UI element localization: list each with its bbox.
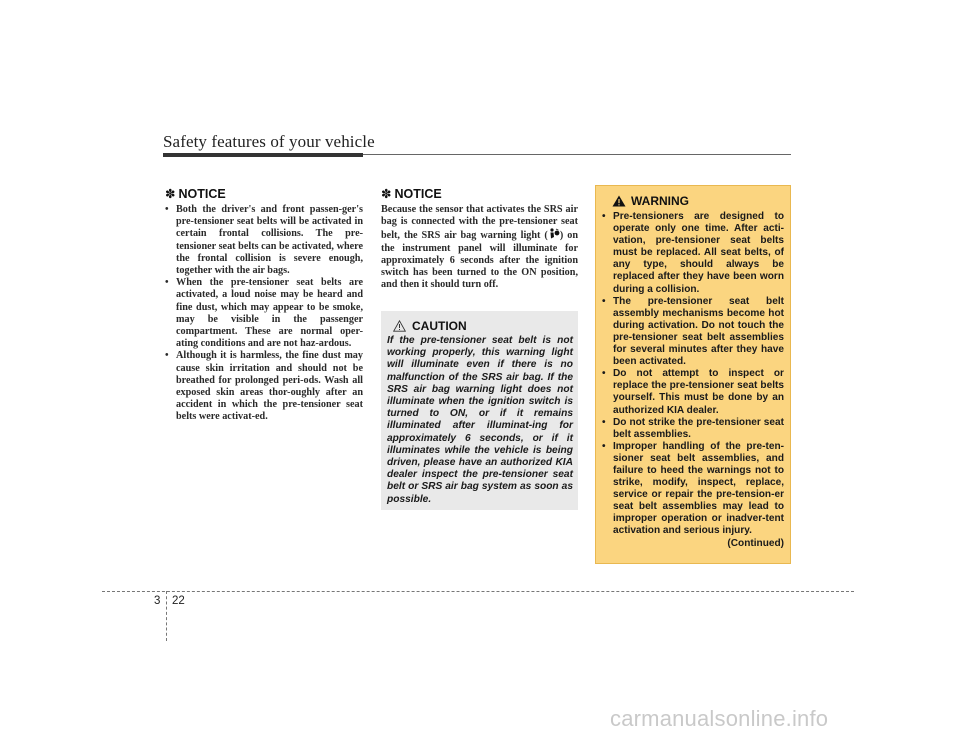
middle-notice-heading-text: NOTICE — [394, 187, 442, 201]
list-item: • The pre-tensioner seat belt assembly mechanisms become hot during activation. Do not touch the pre-tensioner seat belt assemblies for several minutes after they have been activated. — [602, 295, 784, 368]
footer-rule — [102, 591, 854, 592]
page-number: 22 — [172, 595, 185, 607]
warning-heading-text: WARNING — [631, 194, 689, 208]
page-header-title: Safety features of your vehicle — [163, 132, 375, 151]
left-notice-heading — [165, 186, 363, 201]
list-item: • Both the driver's and front passen-ger's pre-tensioner seat belts will be activated in certain frontal collisions. The pre-tensioner seat belts can be activated, where the frontal collision is severe enough, together with the air bags. — [165, 204, 363, 277]
footer-divider — [166, 591, 167, 641]
list-item: • When the pre-tensioner seat belts are activated, a loud noise may be heard and fine dust, which may appear to be smoke, may be visible in the passenger compartment. These are normal oper-ating conditions and are not haz-ardous. — [165, 277, 363, 350]
notice-star-icon: ✽ — [381, 187, 392, 201]
list-item: • Improper handling of the pre-ten-sioner seat belt assemblies, and failure to heed the warnings not to strike, modify, inspect, replace, service or repair the pre-tension-er seat belt assemblies may lead to improper operation or inadver-tent activation and serious injury. — [602, 440, 784, 537]
caution-box — [381, 311, 578, 510]
caution-heading — [393, 319, 573, 333]
caution-heading-text: CAUTION — [412, 319, 467, 333]
header-bar — [163, 153, 363, 157]
left-notice — [165, 186, 363, 424]
warning-triangle-icon — [612, 195, 626, 207]
airbag-warning-icon — [548, 228, 560, 239]
page-section-number: 3 — [154, 595, 161, 607]
continued-label: (Continued) — [727, 537, 784, 549]
header-rule — [363, 154, 791, 155]
caution-triangle-icon — [393, 320, 406, 332]
warning-box — [595, 185, 791, 564]
list-item: • Pre-tensioners are designed to operate only one time. After acti-vation, pre-tensioner seat belts must be replaced. All seat belts, of any type, should always be replaced after they have been worn during a collision. — [602, 211, 784, 295]
list-item: • Do not attempt to inspect or replace the pre-tensioner seat belts yourself. This must be done by an authorized KIA dealer. — [602, 368, 784, 416]
list-item: • Do not strike the pre-tensioner seat belt assemblies. — [602, 416, 784, 440]
left-notice-heading-text: NOTICE — [178, 187, 226, 201]
left-notice-list — [165, 204, 363, 424]
caution-text: If the pre-tensioner seat belt is not working properly, this warning light will illuminate even if there is no malfunction of the SRS air bag. If the SRS air bag warning light does not illuminate when the ignition switch is turned to ON, or if it remains illuminated after illuminat-ing for approximately 6 seconds, or if it illuminates while the vehicle is being driven, please have an authorized KIA dealer inspect the pre-tensioner seat belt or SRS air bag system as soon as possible. — [387, 335, 573, 505]
warning-heading — [612, 194, 784, 208]
list-item: • Although it is harmless, the fine dust may cause skin irritation and should not be breathed for prolonged peri-ods. Wash all exposed skin areas thor-oughly after an accident in which the pre-tensioner seat belts were activat-ed. — [165, 350, 363, 423]
middle-notice — [381, 186, 578, 291]
middle-notice-text: Because the sensor that activates the SRS air bag is connected with the pre-tensioner seat belt, the SRS air bag warning light ( ) on the instrument panel will illuminate for approximately 6 seconds after the ignition switch has been turned to the ON position, and then it should turn off. — [381, 204, 579, 291]
watermark: carmanualsonline.info — [610, 706, 829, 731]
middle-notice-heading — [381, 186, 578, 201]
notice-star-icon: ✽ — [165, 187, 176, 201]
warning-list — [602, 211, 784, 538]
